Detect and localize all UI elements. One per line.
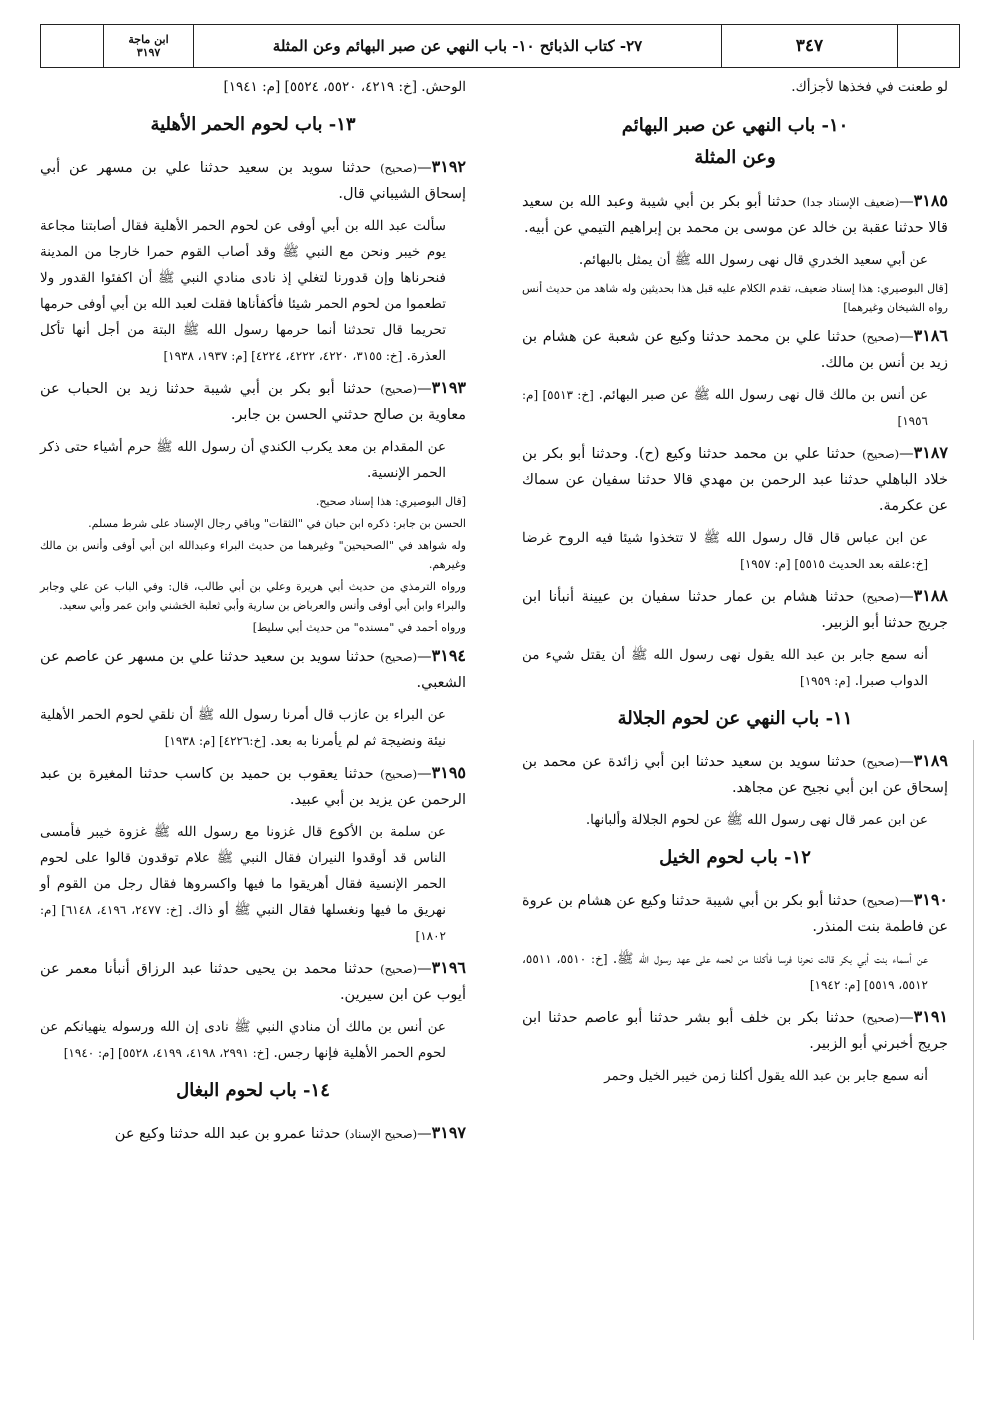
hadith-grade: (صحيح): [862, 330, 900, 344]
hadith-matn-text: عن ابن عباس قال قال رسول الله ﷺ لا تتخذوا شيئا فيه الروح غرضا: [522, 530, 928, 546]
hadith-notes: [40, 492, 466, 637]
hadith-grade: (صحيح): [862, 590, 900, 604]
right-column: [522, 74, 948, 1095]
chapter-heading-10: [522, 110, 948, 174]
hadith-3188: ٣١٨٨—(صحيح) حدثنا هشام بن عمار حدثنا سفيان بن عيينة أنبأنا ابن جريج حدثنا أبو الزبير.: [522, 586, 948, 631]
hadith-reference: [خ:علقه بعد الحديث ٥٥١٥] [م: ١٩٥٧]: [740, 557, 928, 571]
hadith-3185: ٣١٨٥—(ضعيف الإسناد جدا) حدثنا أبو بكر بن أبي شيبة وعبد الله بن سعيد قالا حدثنا عقبة بن خالد عن موسى بن محمد بن إبراهيم التيمي عن أبيه.: [522, 191, 949, 236]
hadith-isnad: حدثنا سويد بن سعيد حدثنا ابن أبي زائدة عن محمد بن إسحاق عن ابن أبي نجيح عن مجاهد.: [522, 754, 948, 796]
hadith-reference: [خ:٤٢٢٦] [م: ١٩٣٨]: [164, 734, 266, 748]
hadith-isnad: حدثنا أبو بكر بن أبي شيبة حدثنا وكيع عن هشام بن عروة عن فاطمة بنت المنذر.: [522, 893, 948, 935]
hadith-3187: ٣١٨٧—(صحيح) حدثنا علي بن محمد حدثنا وكيع (ح). وحدثنا أبو بكر بن خلاد الباهلي حدثنا عبد الرحمن بن مهدي قالا حدثنا سفيان عن سماك عن عكرمة.: [522, 443, 948, 514]
hadith-number: ٣١٨٨: [913, 586, 948, 605]
hadith-isnad: حدثنا سويد بن سعيد حدثنا علي بن مسهر عن عاصم عن الشعبي.: [40, 649, 466, 691]
hadith-3191: ٣١٩١—(صحيح) حدثنا بكر بن خلف أبو بشر حدثنا أبو عاصم حدثنا ابن جريج أخبرني أبو الزبير.: [522, 1007, 948, 1052]
hadith-matn-text: عن أنس بن مالك قال نهى رسول الله ﷺ عن صبر البهائم.: [598, 387, 928, 403]
hadith-matn: [522, 642, 948, 694]
hadith-isnad: حدثنا هشام بن عمار حدثنا سفيان بن عيينة أنبأنا ابن جريج حدثنا أبو الزبير.: [522, 589, 948, 631]
chapter-heading-14: ١٤- باب لحوم البغال: [176, 1080, 330, 1101]
hadith-matn: [40, 819, 466, 949]
hadith-number: ٣١٩٣: [431, 378, 467, 397]
note-line: الحسن بن جابر: ذكره ابن حبان في "الثقات" وباقي رجال الإسناد على شرط مسلم.: [88, 517, 466, 530]
hadith-isnad: حدثنا عمرو بن عبد الله حدثنا وكيع عن: [114, 1126, 341, 1142]
hadith-matn: عن ابن عمر قال نهى رسول الله ﷺ عن لحوم الجلالة وألبانها.: [585, 812, 928, 828]
hadith-3196: ٣١٩٦—(صحيح) حدثنا محمد بن يحيى حدثنا عبد الرزاق أنبأنا معمر عن أيوب عن ابن سيرين.: [40, 958, 467, 1003]
hadith-grade: (صحيح): [862, 894, 900, 908]
hadith-isnad: حدثنا محمد بن يحيى حدثنا عبد الرزاق أنبأنا معمر عن أيوب عن ابن سيرين.: [40, 961, 466, 1003]
hadith-matn: عن أبي سعيد الخدري قال نهى رسول الله ﷺ أن يمثل بالبهائم.: [578, 252, 928, 268]
hadith-matn-text: عن أسماء بنت أبي بكر قالت نحرنا فرسا فأكلنا من لحمه على عهد رسول الله ﷺ.: [612, 951, 928, 967]
hadith-isnad: حدثنا يعقوب بن حميد بن كاسب حدثنا المغيرة بن عبد الرحمن عن يزيد بن أبي عبيد.: [40, 766, 466, 808]
hadith-3195: ٣١٩٥—(صحيح) حدثنا يعقوب بن حميد بن كاسب حدثنا المغيرة بن عبد الرحمن عن يزيد بن أبي عبيد.: [40, 763, 467, 808]
header-empty-cell-right: [897, 25, 959, 67]
hadith-isnad: حدثنا علي بن محمد حدثنا وكيع عن شعبة عن هشام بن زيد بن أنس بن مالك.: [522, 329, 948, 371]
hadith-matn-text: أنه سمع جابر بن عبد الله يقول نهى رسول الله ﷺ أن يقتل شيء من الدواب صبرا.: [522, 647, 928, 689]
header-empty-cell-left: [41, 25, 103, 67]
hadith-grade: (صحيح): [380, 767, 418, 781]
hadith-reference: [خ: ٥٥١٣] [م: ١٩٥٦]: [522, 388, 928, 428]
hadith-grade: (صحيح): [380, 962, 418, 976]
hadith-3190: ٣١٩٠—(صحيح) حدثنا أبو بكر بن أبي شيبة حدثنا وكيع عن هشام بن عروة عن فاطمة بنت المنذر.: [522, 890, 949, 935]
note-line: ورواه أحمد في "مسنده" من حديث أبي سليط]: [252, 621, 466, 634]
hadith-matn-text: عن البراء بن عازب قال أمرنا رسول الله ﷺ أن نلقي لحوم الحمر الأهلية نيئة ونضيجة ثم لم يأمرنا به بعد.: [40, 707, 446, 749]
hadith-matn-text: سألت عبد الله بن أبي أوفى عن لحوم الحمر الأهلية فقال أصابتنا مجاعة يوم خيبر ونحن مع النبي ﷺ وقد أصاب القوم حمرا خارجا من المدينة فنحرناها وإن قدورنا لتغلي إذ نادى منادي النبي ﷺ أن اكفئوا القدور ولا تطعموا من لحوم الحمر شيئا فأكفأناها فقلت لعبد الله بن أبي أوفى حرمها تحريما قال تحدثنا أنما حرمها رسول الله ﷺ البتة من أجل أنها تأكل العذرة.: [40, 218, 446, 364]
hadith-note: [قال البوصيري: هذا إسناد ضعيف، تقدم الكلام عليه قبل هذا بحديثين وله شاهد من حديث أنس رواه الشيخان وغيرهما]: [522, 282, 948, 314]
hadith-3197: ٣١٩٧—(صحيح الإسناد) حدثنا عمرو بن عبد الله حدثنا وكيع عن: [114, 1123, 466, 1142]
hadith-isnad: حدثنا بكر بن خلف أبو بشر حدثنا أبو عاصم حدثنا ابن جريج أخبرني أبو الزبير.: [522, 1010, 948, 1052]
hadith-number: ٣١٨٥: [913, 191, 949, 210]
hadith-grade: (صحيح): [380, 161, 418, 175]
header-reference: [103, 25, 193, 67]
hadith-matn: [40, 213, 466, 369]
hadith-number: ٣١٩٧: [431, 1123, 466, 1142]
hadith-matn-text: عن سلمة بن الأكوع قال غزونا مع رسول الله ﷺ غزوة خيبر فأمسى الناس قد أوقدوا النيران فقال النبي ﷺ علام توقدون قالوا على لحوم الحمر الإنسية فقال أهريقوا ما فيها واكسروها فقال رجل من القوم أو نهريق ما فيها ونغسلها فقال النبي ﷺ أو ذاك.: [40, 824, 446, 918]
hadith-3186: ٣١٨٦—(صحيح) حدثنا علي بن محمد حدثنا وكيع عن شعبة عن هشام بن زيد بن أنس بن مالك.: [522, 326, 949, 371]
hadith-3194: ٣١٩٤—(صحيح) حدثنا سويد بن سعيد حدثنا علي بن مسهر عن عاصم عن الشعبي.: [40, 646, 466, 691]
running-header: [40, 24, 960, 68]
hadith-matn: أنه سمع جابر بن عبد الله يقول أكلنا زمن خيبر الخيل وحمر: [604, 1068, 928, 1084]
hadith-isnad: حدثنا أبو بكر بن أبي شيبة وعبد الله بن سعيد قالا حدثنا عقبة بن خالد عن موسى بن محمد بن إبراهيم التيمي عن أبيه.: [522, 194, 948, 236]
hadith-number: ٣١٨٦: [913, 326, 949, 345]
hadith-matn: [40, 702, 466, 754]
page-number: ٣٤٧: [721, 25, 897, 67]
continuation-text: الوحش. [خ: ٤٢١٩، ٥٥٢٠، ٥٥٢٤] [م: ١٩٤١]: [223, 79, 466, 95]
hadith-number: ٣١٩٢: [431, 157, 466, 176]
hadith-grade: (ضعيف الإسناد جدا): [802, 195, 900, 209]
header-ref-number: ٣١٩٧: [136, 46, 161, 59]
hadith-3189: ٣١٨٩—(صحيح) حدثنا سويد بن سعيد حدثنا ابن أبي زائدة عن محمد بن إسحاق عن ابن أبي نجيح عن مجاهد.: [522, 751, 948, 796]
hadith-matn: [40, 1014, 466, 1066]
hadith-grade: (صحيح): [380, 650, 418, 664]
hadith-number: ٣١٩٥: [431, 763, 467, 782]
hadith-reference: [خ: ٣١٥٥، ٤٢٢٠، ٤٢٢٢، ٤٢٢٤] [م: ١٩٣٧، ١٩٣٨]: [163, 349, 403, 363]
hadith-reference: [م: ١٩٥٩]: [800, 674, 851, 688]
header-title: ٢٧- كتاب الذبائح ١٠- باب النهي عن صبر البهائم وعن المثلة: [193, 25, 721, 67]
hadith-reference: [خ: ٢٩٩١، ٤١٩٨، ٤١٩٩، ٥٥٢٨] [م: ١٩٤٠]: [63, 1046, 270, 1060]
note-line: ورواه الترمذي من حديث أبي هريرة وعلي بن أبي طالب، قال: وفي الباب عن علي وجابر والبراء وابن أبي أوفى وأنس والعرباض بن سارية وأبي ثعلبة الخشني وابن عمر وأبي سعيد.: [40, 580, 466, 612]
hadith-grade: (صحيح): [862, 755, 900, 769]
hadith-matn: [522, 946, 948, 998]
scan-edge-line: [973, 740, 974, 1340]
hadith-grade: (صحيح الإسناد): [344, 1127, 418, 1141]
hadith-isnad: حدثنا أبو بكر بن أبي شيبة حدثنا زيد بن الحباب عن معاوية بن صالح حدثني الحسن بن جابر.: [40, 381, 466, 423]
chapter-10-line2: وعن المثلة: [694, 147, 776, 168]
hadith-grade: (صحيح): [380, 382, 418, 396]
hadith-grade: (صحيح): [862, 1011, 900, 1025]
chapter-heading-11: ١١- باب النهي عن لحوم الجلالة: [617, 708, 853, 729]
hadith-3193: ٣١٩٣—(صحيح) حدثنا أبو بكر بن أبي شيبة حدثنا زيد بن الحباب عن معاوية بن صالح حدثني الحسن بن جابر.: [40, 378, 467, 423]
hadith-matn-text: عن أنس بن مالك أن منادي النبي ﷺ نادى إن الله ورسوله ينهيانكم عن لحوم الحمر الأهلية فإنها رجس.: [40, 1019, 446, 1061]
hadith-isnad: حدثنا سويد بن سعيد حدثنا علي بن مسهر عن أبي إسحاق الشيباني قال.: [40, 160, 466, 202]
chapter-heading-12: ١٢- باب لحوم الخيل: [659, 847, 811, 868]
hadith-reference: [خ: ٥٥١٠، ٥٥١١، ٥٥١٢، ٥٥١٩] [م: ١٩٤٢]: [522, 952, 928, 992]
hadith-number: ٣١٩٠: [913, 890, 949, 909]
hadith-matn: [522, 382, 948, 434]
hadith-matn: [522, 525, 948, 577]
hadith-reference: [خ: ٢٤٧٧، ٤١٩٦، ٦١٤٨] [م: ١٨٠٢]: [40, 903, 446, 943]
chapter-10-line1: ١٠- باب النهي عن صبر البهائم: [621, 115, 849, 136]
note-line: وله شواهد في "الصحيحين" وغيرهما من حديث البراء وعبدالله ابن أبي أوفى وأنس بن مالك وغيرهم.: [40, 539, 466, 571]
hadith-3192: ٣١٩٢—(صحيح) حدثنا سويد بن سعيد حدثنا علي بن مسهر عن أبي إسحاق الشيباني قال.: [40, 157, 466, 202]
note-line: [قال البوصيري: هذا إسناد صحيح.: [315, 495, 466, 508]
hadith-isnad: حدثنا علي بن محمد حدثنا وكيع (ح). وحدثنا أبو بكر بن خلاد الباهلي حدثنا عبد الرحمن بن مهدي قالا حدثنا سفيان عن سماك عن عكرمة.: [522, 446, 948, 514]
hadith-number: ٣١٨٧: [913, 443, 948, 462]
chapter-heading-13: ١٣- باب لحوم الحمر الأهلية: [150, 114, 356, 135]
hadith-number: ٣١٨٩: [913, 751, 948, 770]
continuation-text: لو طعنت في فخذها لأجزأك.: [791, 79, 948, 95]
hadith-number: ٣١٩٦: [431, 958, 467, 977]
header-ref-label: ابن ماجة: [128, 33, 169, 46]
left-column: [40, 74, 466, 1153]
hadith-grade: (صحيح): [862, 447, 900, 461]
hadith-matn: عن المقدام بن معد يكرب الكندي أن رسول الله ﷺ حرم أشياء حتى ذكر الحمر الإنسية.: [40, 439, 446, 481]
hadith-number: ٣١٩٤: [431, 646, 466, 665]
hadith-number: ٣١٩١: [913, 1007, 948, 1026]
